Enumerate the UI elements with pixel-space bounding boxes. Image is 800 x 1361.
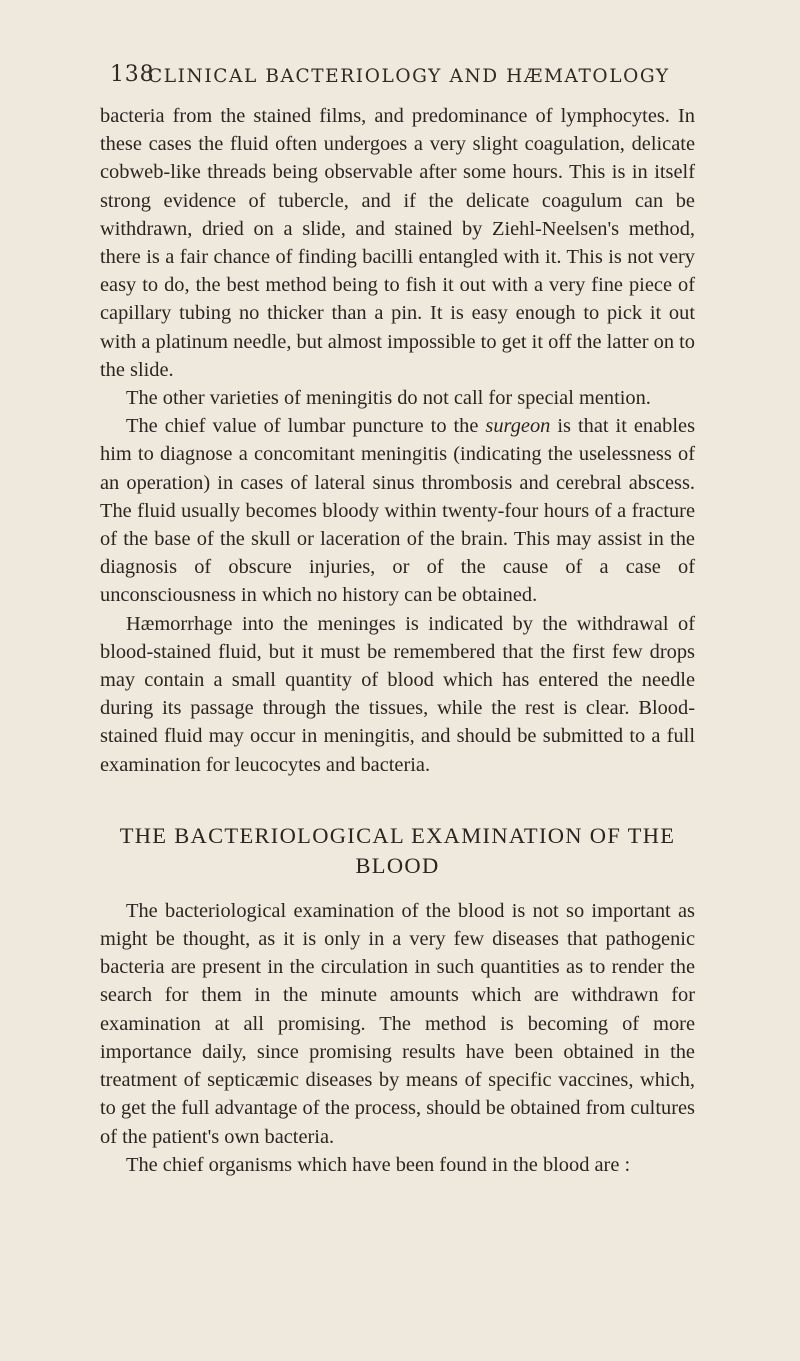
section-heading: THE BACTERIOLOGICAL EXAMINATION OF THE BLOOD <box>119 822 676 878</box>
body-text <box>100 102 695 1179</box>
text-run: is that it enables him to diagnose a concomitant meningitis (indicating the uselessness of an operation) in cases of lateral sinus thrombosis and cerebral abscess. The fluid usually becomes bloody within twenty-four hours of a fracture of the base of the skull or laceration of the brain. This may assist in the diagnosis of obscure injuries, or of the cause of a case of unconsciousness in which no history can be obtained. <box>100 415 695 607</box>
italic-word-surgeon: surgeon <box>485 415 551 438</box>
paragraph-lumbar-puncture-surgeon <box>100 412 695 609</box>
paragraph-tubercle-coagulum: bacteria from the stained films, and predominance of lymphocytes. In these cases the fluid often undergoes a very slight coagulation, delicate cobweb-like threads being observable after some hours. This is in itself strong evidence of tubercle, and if the delicate coagulum can be withdrawn, dried on a slide, and stained by Ziehl-Neelsen's method, there is a fair chance of finding bacilli entangled with it. This is not very easy to do, the best method being to fish it out with a very fine piece of capillary tubing no thicker than a pin. It is easy enough to pick it out with a platinum needle, but almost impossible to get it off the latter on to the slide. <box>100 105 695 381</box>
text-run: The chief value of lumbar puncture to the <box>126 415 486 438</box>
running-head <box>110 62 670 96</box>
running-title: CLINICAL BACTERIOLOGY AND HÆMATOLOGY <box>148 66 670 87</box>
paragraph-blood-examination: The bacteriological examination of the blood is not so important as might be thought, as it is only in a very few diseases that pathogenic bacteria are present in the circulation in such quantities as to render the search for them in the minute amounts which are withdrawn for examination at all promising. The method is becoming of more importance daily, since promising results have been obtained in the treatment of septicæmic diseases by means of specific vaccines, which, to get the full advantage of the process, should be obtained from cultures of the patient's own bacteria. <box>100 899 695 1148</box>
page-number: 138 <box>110 62 155 87</box>
paragraph-other-varieties: The other varieties of meningitis do not call for special mention. <box>126 387 651 410</box>
paragraph-haemorrhage: Hæmorrhage into the meninges is indicated by the withdrawal of blood-stained fluid, but it must be remembered that the first few drops may contain a small quantity of blood which has entered the needle during its passage through the tissues, while the rest is clear. Blood-stained fluid may occur in meningitis, and should be submitted to a full examination for leucocytes and bacteria. <box>100 612 695 776</box>
paragraph-chief-organisms: The chief organisms which have been found in the blood are : <box>126 1153 631 1176</box>
